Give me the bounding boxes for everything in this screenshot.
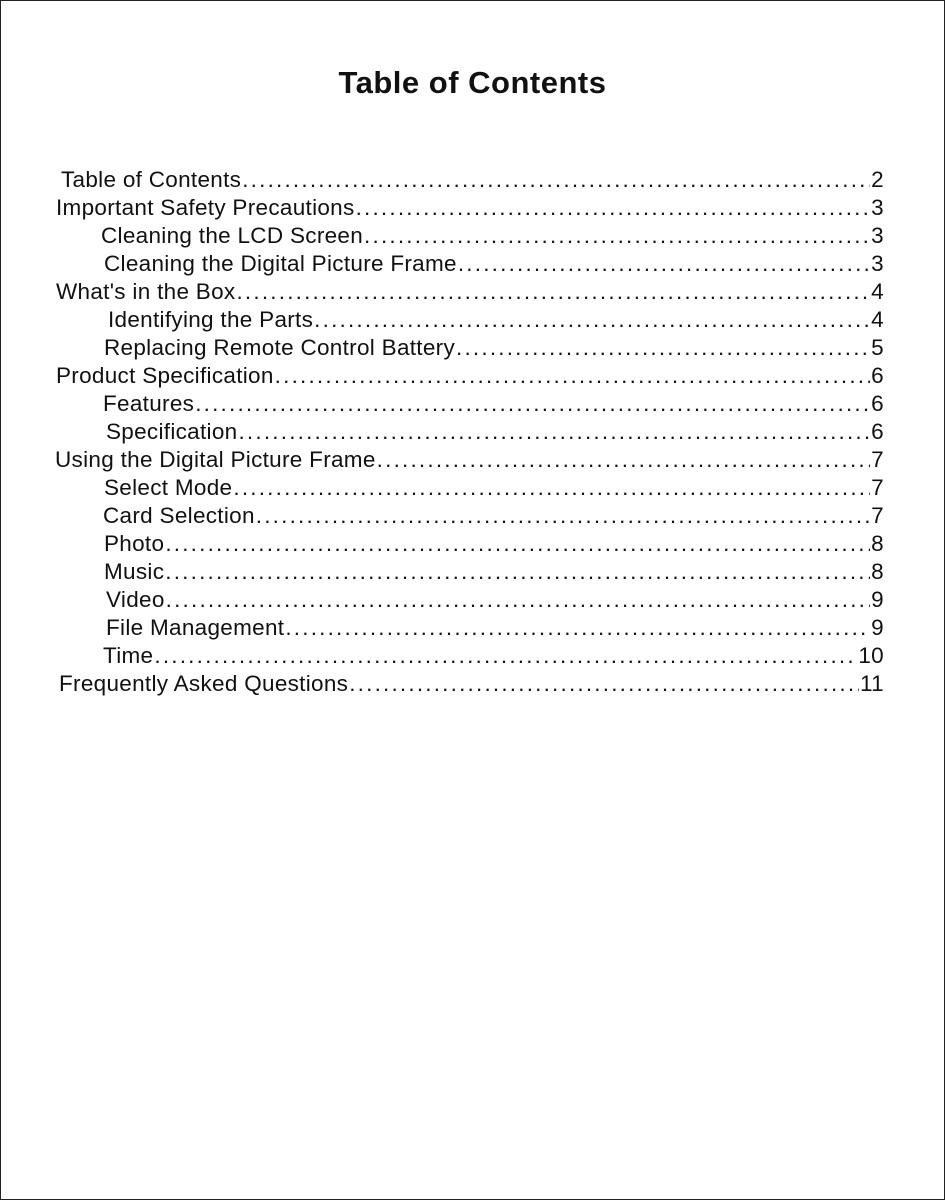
toc-page-number: 7 <box>871 475 884 500</box>
toc-entry[interactable] <box>1 278 884 306</box>
toc-page-number: 10 <box>858 643 884 668</box>
toc-dot-leader <box>356 194 871 222</box>
toc-page-number: 9 <box>871 615 884 640</box>
toc-entry-label: Replacing Remote Control Battery <box>104 335 456 360</box>
toc-entry-label: Frequently Asked Questions <box>59 671 349 696</box>
toc-entry-label: Card Selection <box>103 503 255 528</box>
toc-entry-label: Table of Contents <box>61 167 242 192</box>
toc-entry[interactable] <box>1 474 884 502</box>
toc-entry-label: Using the Digital Picture Frame <box>55 447 376 472</box>
toc-entry[interactable] <box>1 670 884 698</box>
toc-page-number: 3 <box>871 223 884 248</box>
toc-dot-leader <box>275 362 871 390</box>
toc-entry[interactable] <box>1 614 884 642</box>
toc-entry[interactable] <box>1 586 884 614</box>
toc-page-number: 6 <box>871 391 884 416</box>
toc-entry-label: Music <box>104 559 165 584</box>
toc-dot-leader <box>165 530 870 558</box>
toc-entry[interactable] <box>1 222 884 250</box>
toc-page-number: 2 <box>871 167 884 192</box>
toc-dot-leader <box>242 166 870 194</box>
toc-dot-leader <box>458 250 870 278</box>
toc-entry[interactable] <box>1 166 884 194</box>
toc-dot-leader <box>456 334 870 362</box>
toc-entry-label: Time <box>103 643 154 668</box>
toc-entry[interactable] <box>1 530 884 558</box>
toc-entry[interactable] <box>1 334 884 362</box>
toc-entry[interactable] <box>1 558 884 586</box>
toc-dot-leader <box>285 614 870 642</box>
toc-entry[interactable] <box>1 502 884 530</box>
toc-entry[interactable] <box>1 306 884 334</box>
toc-page-number: 8 <box>871 531 884 556</box>
toc-page-number: 4 <box>871 279 884 304</box>
toc-page-number: 3 <box>871 251 884 276</box>
toc-entry[interactable] <box>1 194 884 222</box>
toc-entry-label: Select Mode <box>104 475 233 500</box>
toc-entry[interactable] <box>1 390 884 418</box>
toc-entry-label: Cleaning the Digital Picture Frame <box>104 251 457 276</box>
toc-page-number: 9 <box>871 587 884 612</box>
toc-entry[interactable] <box>1 642 884 670</box>
toc-page-number: 3 <box>871 195 884 220</box>
toc-entry-label: File Management <box>106 615 285 640</box>
toc-page-number: 4 <box>871 307 884 332</box>
toc-dot-leader <box>238 418 870 446</box>
toc-entry-label: Cleaning the LCD Screen <box>101 223 364 248</box>
page-title: Table of Contents <box>338 65 607 100</box>
toc-entry[interactable] <box>1 250 884 278</box>
toc-entry[interactable] <box>1 446 884 474</box>
toc-dot-leader <box>364 222 870 250</box>
toc-page-number: 7 <box>871 447 884 472</box>
toc-dot-leader <box>349 670 859 698</box>
toc-page-number: 6 <box>871 363 884 388</box>
toc-dot-leader <box>256 502 870 530</box>
toc-entry-label: Features <box>103 391 195 416</box>
toc-dot-leader <box>154 642 857 670</box>
toc-page-number: 5 <box>871 335 884 360</box>
toc-dot-leader <box>195 390 870 418</box>
toc-entry-label: Photo <box>104 531 165 556</box>
toc-entry-label: What's in the Box <box>56 279 236 304</box>
toc-entry-label: Specification <box>106 419 238 444</box>
toc-page-number: 8 <box>871 559 884 584</box>
toc-entry-label: Product Specification <box>56 363 274 388</box>
toc-entry-label: Video <box>106 587 165 612</box>
toc-page-number: 11 <box>860 671 884 696</box>
toc-entry[interactable] <box>1 418 884 446</box>
toc-entry-label: Important Safety Precautions <box>56 195 355 220</box>
toc-page-number: 6 <box>871 419 884 444</box>
toc-entry[interactable] <box>1 362 884 390</box>
toc-dot-leader <box>377 446 871 474</box>
toc-entry-label: Identifying the Parts <box>108 307 314 332</box>
toc-dot-leader <box>236 278 870 306</box>
toc-dot-leader <box>166 586 871 614</box>
toc-dot-leader <box>314 306 870 334</box>
toc-page-number: 7 <box>871 503 884 528</box>
toc-dot-leader <box>233 474 870 502</box>
toc-dot-leader <box>165 558 870 586</box>
